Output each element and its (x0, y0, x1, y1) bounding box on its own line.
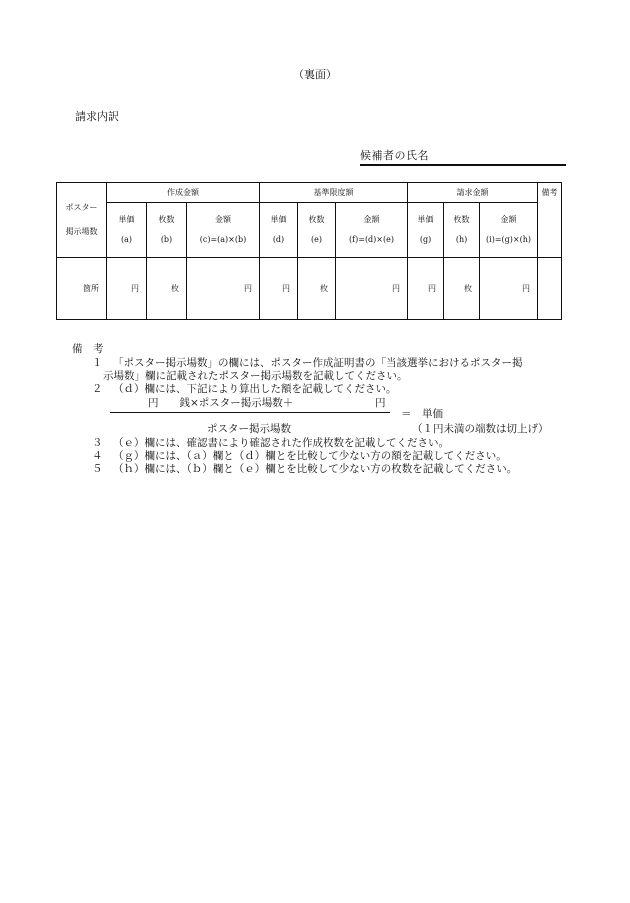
note-4-number: ４ (92, 450, 103, 462)
formula-note: （１円未満の端数は切上げ） (412, 423, 549, 435)
formula-denominator: ポスター掲示場数 (207, 423, 291, 435)
note-1-line-1: 「ポスター掲示場数」の欄には、ポスター作成証明書の「当該選挙におけるポスター掲 (113, 357, 523, 369)
subheader-h: 枚数 (h) (444, 203, 480, 258)
cell-h[interactable]: 枚 (444, 258, 480, 320)
cell-b[interactable]: 枚 (147, 258, 187, 320)
notes-heading: 備 考 (72, 343, 104, 355)
subheader-f: 金額 (f)=(d)×(e) (336, 203, 408, 258)
header-claim-amount: 請求金額 (408, 183, 538, 203)
header-creation-amount: 作成金額 (107, 183, 260, 203)
note-3-text: （ｅ）欄には、確認書により確認された作成枚数を記載してください。 (113, 437, 449, 449)
cell-c[interactable]: 円 (187, 258, 260, 320)
note-1-line-2: 示場数」欄に記載されたポスター掲示場数を記載してください。 (103, 370, 408, 382)
formula-numerator: 円 銭×ポスター掲示場数＋ (148, 397, 294, 409)
cell-remarks[interactable] (538, 258, 562, 320)
note-4-text: （ｇ）欄には、（ａ）欄と（ｄ）欄とを比較して少ない方の額を記載してください。 (113, 450, 507, 462)
subheader-d: 単価 (d) (260, 203, 298, 258)
subheader-g: 単価 (g) (408, 203, 444, 258)
header-remarks: 備考 (538, 183, 562, 258)
subheader-b: 枚数 (b) (147, 203, 187, 258)
cell-e[interactable]: 枚 (298, 258, 336, 320)
header-limit-amount: 基準限度額 (260, 183, 408, 203)
section-title: 請求内訳 (75, 110, 119, 123)
formula-numerator-unit: 円 (375, 397, 386, 409)
note-2-text: （ｄ）欄には、下記により算出した額を記載してください。 (113, 383, 397, 395)
formula-result: ＝ 単価 (401, 408, 443, 420)
note-1-number: １ (92, 357, 103, 369)
note-3-number: ３ (92, 437, 103, 449)
cell-g[interactable]: 円 (408, 258, 444, 320)
subheader-c: 金額 (c)=(a)×(b) (187, 203, 260, 258)
poster-places-header: ポスター 掲示場数 (57, 183, 107, 258)
cell-f[interactable]: 円 (336, 258, 408, 320)
cell-d[interactable]: 円 (260, 258, 298, 320)
subheader-i: 金額 (i)=(g)×(h) (480, 203, 538, 258)
cell-places[interactable]: 箇所 (57, 258, 107, 320)
subheader-a: 単価 (a) (107, 203, 147, 258)
candidate-name-field[interactable]: 候補者の氏名 (360, 147, 566, 166)
table-row (57, 258, 562, 320)
fraction-line (110, 412, 390, 413)
page-title: （裏面） (293, 68, 337, 81)
cell-a[interactable]: 円 (107, 258, 147, 320)
cell-i[interactable]: 円 (480, 258, 538, 320)
note-5-text: （ｈ）欄には、（ｂ）欄と（ｅ）欄とを比較して少ない方の枚数を記載してください。 (113, 463, 518, 475)
billing-breakdown-table (56, 182, 562, 320)
subheader-e: 枚数 (e) (298, 203, 336, 258)
note-2-number: ２ (92, 383, 103, 395)
note-5-number: ５ (92, 463, 103, 475)
